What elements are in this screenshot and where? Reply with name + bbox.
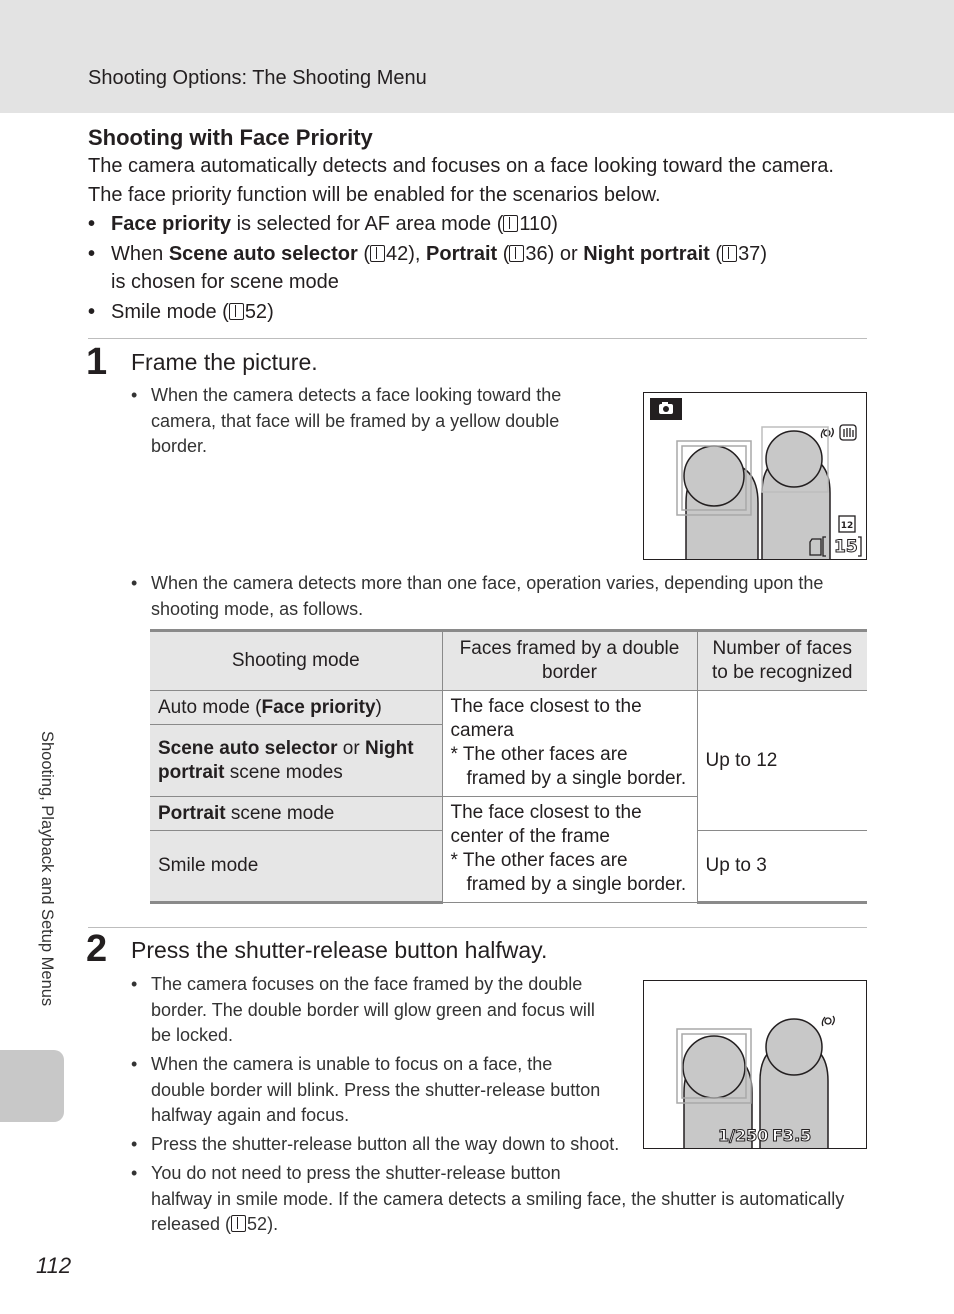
shutter-speed: 1/250 bbox=[718, 1126, 769, 1145]
person-right-head bbox=[766, 1019, 822, 1075]
bullet-dot: • bbox=[131, 974, 138, 994]
table-cell-count: Up to 3 bbox=[697, 831, 867, 903]
camera-lens-icon bbox=[663, 406, 669, 412]
page-ref-icon bbox=[231, 1215, 246, 1232]
bullet-dot: • bbox=[131, 385, 138, 405]
camera-screen-framing bbox=[643, 392, 867, 560]
intro-text bbox=[88, 152, 878, 210]
hand-icon bbox=[840, 425, 856, 440]
side-section-label: Shooting, Playback and Setup Menus bbox=[38, 731, 56, 1007]
page-ref[interactable]: 42 bbox=[386, 243, 409, 265]
table-header: Faces framed by a double border bbox=[442, 631, 697, 691]
bullet-dot: • bbox=[131, 1163, 138, 1183]
page-ref-icon bbox=[370, 245, 385, 262]
step-number: 2 bbox=[86, 928, 108, 970]
step-number: 1 bbox=[86, 341, 108, 383]
face-detection-table bbox=[150, 629, 867, 904]
step-point: • The camera focuses on the face framed by the double border. The double border will glow green and focus will be locked. bbox=[131, 974, 595, 1045]
intro-line-2: The face priority function will be enabled for the scenarios below. bbox=[88, 184, 661, 206]
table-header-row bbox=[150, 631, 867, 691]
face-illustration bbox=[644, 393, 867, 560]
aperture-value: F3.5 bbox=[772, 1126, 812, 1145]
table-cell-mode: Auto mode (Face priority) bbox=[150, 691, 442, 725]
table-cell-framed: The face closest to the center of the frame * The other faces are framed by a single border. bbox=[442, 797, 697, 903]
page-ref[interactable]: 36 bbox=[525, 243, 548, 265]
step-point: • When the camera detects more than one face, operation varies, depending upon the shooting mode, as follows. bbox=[131, 573, 824, 619]
header-band bbox=[0, 0, 954, 113]
section-divider bbox=[88, 338, 867, 339]
vr-icon bbox=[822, 1016, 834, 1026]
step-divider bbox=[88, 927, 867, 928]
section-title: Shooting with Face Priority bbox=[88, 125, 373, 150]
page-number: 112 bbox=[36, 1253, 72, 1278]
bullet-dot: • bbox=[131, 1054, 138, 1074]
camera-top-icon bbox=[662, 402, 668, 405]
scenario-item: • Smile mode ( 52) bbox=[88, 298, 878, 326]
frames-remaining: 15 bbox=[834, 537, 858, 557]
running-head: Shooting Options: The Shooting Menu bbox=[88, 67, 427, 89]
bullet-dot: • bbox=[88, 301, 96, 323]
page-ref-icon bbox=[509, 245, 524, 262]
table-cell-mode: Portrait scene mode bbox=[150, 797, 442, 831]
person-left-head bbox=[683, 1036, 745, 1098]
table-cell-mode: Scene auto selector or Night portrait scene modes bbox=[150, 725, 442, 797]
scenario-item: • Face priority is selected for AF area mode ( 110) bbox=[88, 210, 878, 238]
person-left-head bbox=[684, 446, 744, 506]
page-ref-icon bbox=[503, 215, 518, 232]
step-point: • Press the shutter-release button all the way down to shoot. bbox=[131, 1132, 631, 1158]
face-illustration bbox=[644, 981, 867, 1149]
table-row bbox=[150, 691, 867, 725]
camera-screen-focus bbox=[643, 980, 867, 1149]
bullet-dot: • bbox=[88, 213, 96, 235]
table-cell-framed: The face closest to the camera * The other faces are framed by a single border. bbox=[442, 691, 697, 797]
page-ref[interactable]: 52 bbox=[247, 1214, 268, 1234]
page-ref-icon bbox=[722, 245, 737, 262]
scenario-list bbox=[88, 210, 878, 328]
step-title: Press the shutter-release button halfway. bbox=[131, 937, 548, 963]
table-header: Shooting mode bbox=[150, 631, 442, 691]
bullet-dot: • bbox=[88, 243, 96, 265]
section-tab bbox=[0, 1050, 64, 1122]
page-ref[interactable]: 110 bbox=[519, 213, 552, 235]
bullet-dot: • bbox=[131, 573, 138, 593]
page-ref[interactable]: 52 bbox=[244, 301, 268, 323]
page-ref-icon bbox=[229, 303, 244, 320]
step-title: Frame the picture. bbox=[131, 349, 318, 375]
bullet-dot: • bbox=[131, 1134, 138, 1154]
step-point: • When the camera detects a face looking toward the camera, that face will be framed by a yellow double border. bbox=[131, 385, 562, 456]
intro-line-1: The camera automatically detects and focuses on a face looking toward the camera. bbox=[88, 155, 834, 177]
person-right-head bbox=[766, 431, 822, 487]
image-size-icon bbox=[839, 516, 855, 532]
page-ref[interactable]: 37 bbox=[738, 243, 761, 265]
scenario-item: • When Scene auto selector ( 42), Portrait ( 36) or Night portrait ( 37) is chosen for scene mode bbox=[88, 240, 878, 296]
step-point: • When the camera is unable to focus on a face, the double border will blink. Press the shutter-release button halfway again and focus. bbox=[131, 1054, 601, 1125]
svg-text:12: 12 bbox=[840, 521, 854, 531]
table-header: Number of faces to be recognized bbox=[697, 631, 867, 691]
table-cell-mode: Smile mode bbox=[150, 831, 442, 903]
table-cell-count: Up to 12 bbox=[697, 691, 867, 831]
step-point: • You do not need to press the shutter-release button halfway in smile mode. If the camera detects a smiling face, the shutter is automatically released ( 52). bbox=[131, 1163, 845, 1234]
